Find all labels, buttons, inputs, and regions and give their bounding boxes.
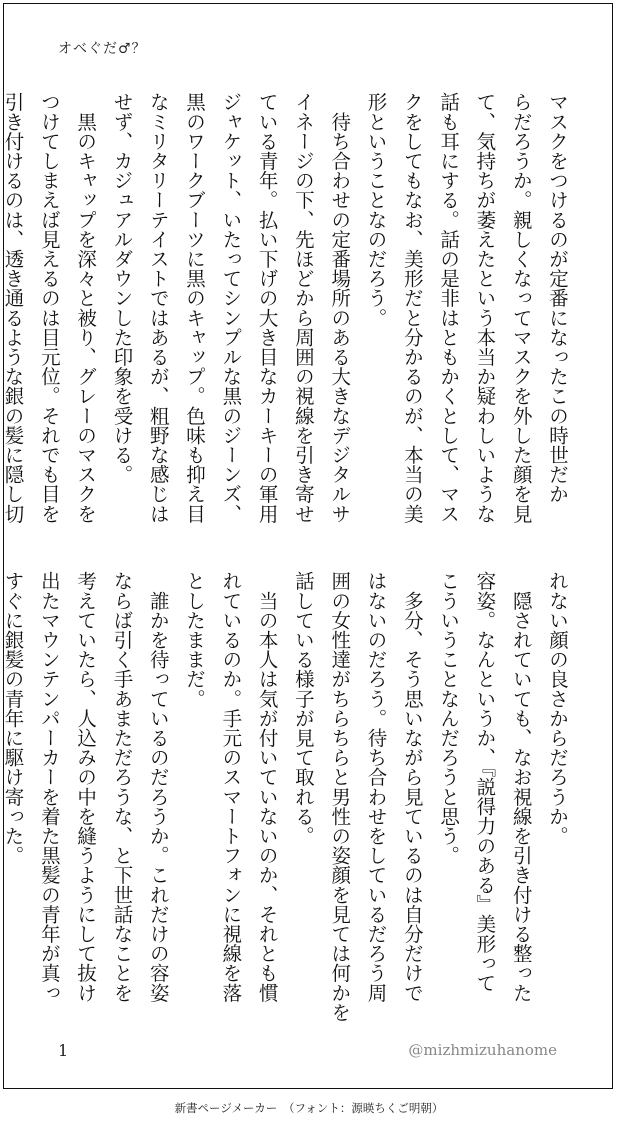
text-line: て、気持ちが萎えたという本当か疑わしいような <box>473 92 497 524</box>
work-title: オベぐだ♂？ <box>58 41 147 57</box>
text-line: 出たマウンテンパーカーを着た黒髪の青年が真っ <box>37 571 61 1003</box>
text-line: イネージの下、先ほどから周囲の視線を引き寄せ <box>291 92 315 524</box>
text-line: 話している様子が見て取れる。 <box>291 571 315 846</box>
page-frame <box>3 3 613 1089</box>
text-line: らだろうか。親しくなってマスクを外した顔を見 <box>509 92 533 524</box>
text-line: 黒のキャップを深々と被り、グレーのマスクを <box>74 92 98 524</box>
text-line: 引き付けるのは、透き通るような銀の髪に隠し切 <box>1 92 25 524</box>
text-line: 考えていたら、人込みの中を縫うようにして抜け <box>74 571 98 1003</box>
text-line: 囲の女性達がちらちらと男性の姿顔を見ては何かを <box>328 571 352 1022</box>
text-line: 誰かを待っているのだろうか。これだけの容姿 <box>146 571 170 1003</box>
text-line: 話も耳にする。話の是非はともかくとして、マス <box>437 92 461 524</box>
text-line: マスクをつけるのが定番になったこの時世だか <box>546 92 569 504</box>
text-line: れているのか。手元のスマートフォンに視線を落 <box>219 571 243 1003</box>
text-line: 隠されていても、なお視線を引き付ける整った <box>509 571 533 1003</box>
text-line: こういうことなんだろうと思う。 <box>437 571 461 865</box>
text-line: 待ち合わせの定番場所のある大きなデジタルサ <box>328 92 352 524</box>
text-line: 容姿。なんというか、『説得力のある』美形って <box>473 571 497 993</box>
text-line: としたままだ。 <box>183 571 207 709</box>
author-handle: @mizhmizuhanome <box>408 1041 557 1059</box>
text-line: はないのだろう。待ち合わせをしているだろう周 <box>364 571 388 1003</box>
text-line: れない顔の良さからだろうか。 <box>546 571 569 846</box>
generator-credit: 新書ページメーカー （フォント：源暎ちくご明朝） <box>174 1101 444 1115</box>
text-line: ならば引く手あまただろうな、と下世話なことを <box>110 571 134 1003</box>
text-line: ジャケット、いたってシンプルな黒のジーンズ、 <box>219 92 243 524</box>
text-line: クをしてもなお、美形だと分かるのが、本当の美 <box>400 92 424 524</box>
text-block-top <box>0 92 575 532</box>
text-line: 形ということなのだろう。 <box>364 92 388 328</box>
text-line: ている青年。払い下げの大き目なカーキーの軍用 <box>255 92 279 524</box>
page-number: 1 <box>58 1041 69 1060</box>
text-line: すぐに銀髪の青年に駆け寄った。 <box>1 571 25 865</box>
text-block-bottom <box>0 571 575 1022</box>
text-line: せず、カジュアルダウンした印象を受ける。 <box>110 92 134 484</box>
text-line: なミリタリーテイストではあるが、粗野な感じは <box>146 92 170 524</box>
text-line: つけてしまえば見えるのは目元位。それでも目を <box>37 92 61 524</box>
text-line: 当の本人は気が付いていないのか、それとも慣 <box>255 571 279 1003</box>
text-line: 多分、そう思いながら見ているのは自分だけで <box>400 571 424 1003</box>
text-line: 黒のワークブーツに黒のキャップ。色味も抑え目 <box>183 92 207 524</box>
